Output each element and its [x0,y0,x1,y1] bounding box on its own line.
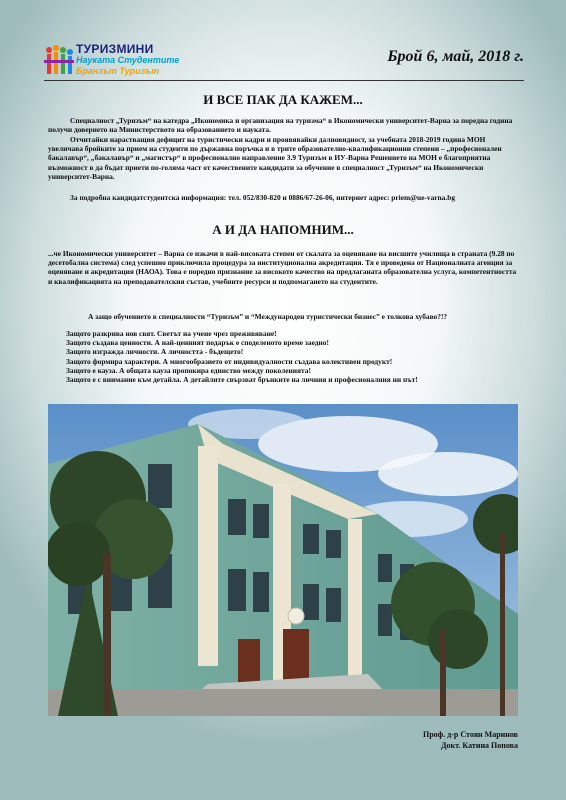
logo-tagline-2: Бранзът Туризът [76,66,160,76]
section-heading-1: И ВСЕ ПАК ДА КАЖЕМ... [203,92,363,107]
answer-line: Защото е с внимание към детайла. А детайлите свързват брънките на личния и професионалния ни път! [66,375,418,385]
admission-contacts: За подробна кандидатстудентска информация: тел. 052/830-820 и 0886/67-26-06, интернет адрес: priem@ue-varna.bg [70,193,456,202]
answer-line: Защото изгражда личности. А личността - бъдещето! [66,347,244,357]
section1-paragraph-2: Отчитайки нарастващия дефицит на туристически кадри и проявявайки далновидност, за учебната 2018-2019 година МОН увеличава бройките за прием на студенти по държавна поръчка и в трите образователно-квалификационни степени – „професионален бакалавър“, „бакалавър“ и „магистър“ в професионално направление 3.9 Туризъм в ИУ-Варна Решението на МОН е благоприятна възможност в да бъдат приети по-голяма част от качествените кандидати за обучение в специалност „Туризъм“ на Икономически университет-Варна. [48,135,502,181]
section-heading-2: А И ДА НАПОМНИМ... [212,222,354,237]
signature-author-2: Докт. Катина Попова [440,741,518,750]
section1-paragraph-1: Специалност „Туризъм“ на катедра „Икономика и организация на туризма“ в Икономически университет-Варна за поредна година получи доверието на Министерството на образованието и науката. [48,116,513,135]
header-divider [44,80,524,81]
people-logo-icon [44,44,74,78]
newsletter-logo [44,42,194,82]
section2-paragraph-1: ...че Икономически университет – Варна се изкачи в най-високата степен от скалата за оценяване на висшите училища в страната (9.28 по десетобална система) след успешно приключила процедура за институционална акредитация. Тя е проведена от Националната агенция за оценяване и акредитация (НАОА). Това е поредно признание за високото качество на предлаганата образователна услуга, компетентността и квалификацията на преподавателския състав, учебните ресурси и подпомагането на студентите. [48,249,517,286]
answer-line: Защото разкрива нов свят. Светът на учене чрез преживяване! [66,329,277,338]
answer-line: Защото е кауза. А общата кауза пропокира единство между поколенията! [66,365,311,375]
university-building-photo [48,404,518,716]
logo-tagline-1: Науката Студентите [76,55,180,65]
issue-label: Брой 6, май, 2018 г. [387,48,524,65]
answer-line: Защото формира характери. А многообразието от индивидуалности създава колективен продукт! [66,356,393,366]
logo-brand: ТУРИЗМИНИ [76,42,154,56]
answer-line: Защото създава ценности. А най-ценният подарък е споделеното време заедно! [66,338,329,348]
answers-list [66,329,506,384]
signature-author-1: Проф. д-р Стоян Маринов [423,730,518,739]
section2-question: А защо обучението в специалности “Туризъм” и “Международен туристически бизнес” е толкова хубаво?!? [88,312,448,321]
